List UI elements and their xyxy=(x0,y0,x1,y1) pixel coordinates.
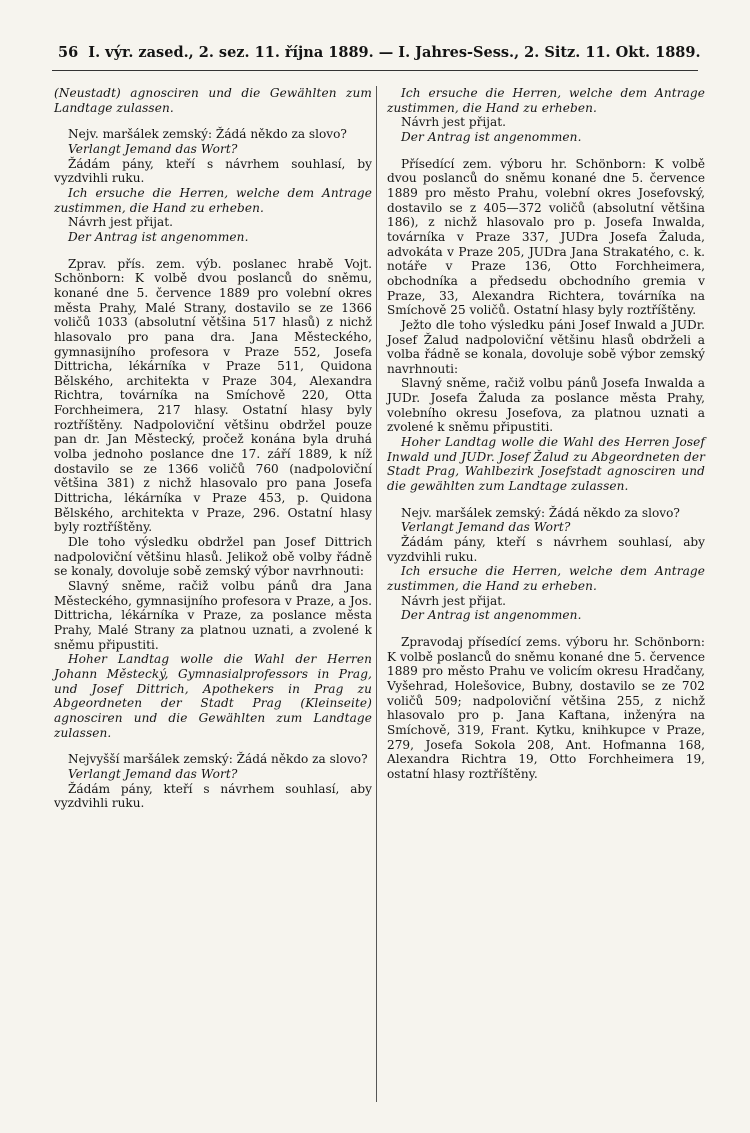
paragraph: Slavný sněme, račiž volbu pánů dra Jana Městeckého, gymnasijního profesora v Praze, a Jos. Dittricha, lékárníka v Praze, za poslance města Prahy, Malé Strany za platnou uznati, a zvolené k sněmu připustiti. xyxy=(54,579,372,652)
paragraph-spacer xyxy=(387,623,705,635)
paragraph-spacer xyxy=(387,145,705,157)
paragraph: Zprav. přís. zem. výb. poslanec hrabě Vojt. Schönborn: K volbě dvou poslanců do sněmu, konané dne 5. července 1889 pro volební okres města Prahy, Malé Strany, dostavilo se ze 1366 voličů 1033 (absolutní většina 517 hlasů) z nichž hlasovalo pro pana dra. Jana Městeckého, gymnasijního profesora v Praze 552, Josefa Dittricha, lékárníka v Praze 511, Quidona Bělského, architekta v Praze 304, Alexandra Richtra, továrníka na Smíchově 220, Otta Forchheimera, 217 hlasy. Ostatní hlasy byly roztříštěny. Nadpoloviční většinu obdržel pouze pan dr. Jan Městecký, pročež konána byla druhá volba jednoho poslance dne 17. září 1889, k níž dostavilo se ze 1366 voličů 760 (nadpoloviční většina 381) z nichž hlasovalo pro pana Josefa Dittricha, lékárníka v Praze 453, p. Quidona Bělského, architekta v Praze, 296. Ostatní hlasy byly roztříštěny. xyxy=(54,256,372,535)
paragraph: Ich ersuche die Herren, welche dem Antrage zustimmen, die Hand zu erheben. xyxy=(54,185,372,215)
paragraph: Slavný sněme, račiž volbu pánů Josefa Inwalda a JUDr. Josefa Žaluda za poslance města Prahy, volebního okresu Josefova, za platnou uznati a zvolené k sněmu připustiti. xyxy=(387,376,705,435)
paragraph: Verlangt Jemand das Wort? xyxy=(68,766,238,781)
paragraph: Žádám pány, kteří s návrhem souhlasí, aby vyzdvihli ruku. xyxy=(387,535,705,564)
paragraph: Zpravodaj přísedící zems. výboru hr. Schönborn: K volbě poslanců do sněmu konané dne 5. července 1889 pro město Prahu ve volicím okresu Hradčany, Vyšehrad, Holešovice, Bubny, dostavilo se ze 702 voličů 509; nadpoloviční většina 255, z nichž hlasovalo pro p. Jana Kaftana, inženýra na Smíchově, 319, Frant. Kytku, knihkupce v Praze, 279, Josefa Sokola 208, Ant. Hofmanna 168, Alexandra Richtra 19, Otto Forchheimera 19, ostatní hlasy roztříštěny. xyxy=(387,634,705,781)
paragraph: Přísedící zem. výboru hr. Schönborn: K volbě dvou poslanců do sněmu konané dne 5. července 1889 pro město Prahu, volební okres Josefovský, dostavilo se z 405—372 voličů (absolutní většina 186), z nichž hlasovalo pro p. Josefa Inwalda, továrníka v Praze 337, JUDra Josefa Žaluda, advokáta v Praze 205, JUDra Jana Strakatého, c. k. notáře v Praze 136, Otto Forchheimera, obchodníka a předsedu obchodního gremia v Praze, 33, Alexandra Richtera, továrníka na Smíchově 25 voličů. Ostatní hlasy byly roztříštěny. xyxy=(387,156,705,318)
column-divider xyxy=(376,86,377,1102)
paragraph: Návrh jest přijat. xyxy=(401,593,506,608)
paragraph: Ježto dle toho výsledku páni Josef Inwald a JUDr. Josef Žalud nadpoloviční většinu hlasů obdrželi a volba řádně se konala, dovoluje sobě výbor zemský navrhnouti: xyxy=(387,317,705,376)
page-header xyxy=(58,44,701,61)
paragraph: Der Antrag ist angenommen. xyxy=(401,129,582,144)
running-title: I. výr. zased., 2. sez. 11. října 1889. — I. Jahres-Sess., 2. Sitz. 11. Okt. 1889. xyxy=(88,44,701,61)
paragraph: Nejv. maršálek zemský: Žádá někdo za slovo? xyxy=(401,505,680,520)
paragraph: Nejvyšší maršálek zemský: Žádá někdo za slovo? xyxy=(68,752,368,767)
paragraph: Verlangt Jemand das Wort? xyxy=(68,141,238,156)
paragraph: Žádám pány, kteří s návrhem souhlasí, by vyzdvihli ruku. xyxy=(54,156,372,186)
right-column xyxy=(387,86,705,782)
paragraph: Ich ersuche die Herren, welche dem Antrage zustimmen, die Hand zu erheben. xyxy=(387,564,705,593)
paragraph: Návrh jest přijat. xyxy=(68,215,173,230)
paragraph-spacer xyxy=(54,740,372,752)
paragraph: Verlangt Jemand das Wort? xyxy=(401,520,571,535)
paragraph: Hoher Landtag wolle die Wahl der Herren Johann Městecký, Gymnasialprofessors in Prag, und Josef Dittrich, Apothekers in Prag zu Abgeordneten der Stadt Prag (Kleinseite) agnosciren und die Gewählten zum Landtage zulassen. xyxy=(54,652,372,740)
paragraph-spacer xyxy=(387,494,705,506)
paragraph: Nejv. maršálek zemský: Žádá někdo za slovo? xyxy=(68,127,347,142)
paragraph-spacer xyxy=(54,245,372,257)
page-number: 56 xyxy=(58,44,79,61)
paragraph: Dle toho výsledku obdržel pan Josef Dittrich nadpoloviční většinu hlasů. Jelikož obě volby řádně se konaly, dovoluje sobě zemský výbor navrhnouti: xyxy=(54,535,372,579)
left-column xyxy=(54,86,372,811)
paragraph-spacer xyxy=(54,115,372,127)
paragraph: (Neustadt) agnosciren und die Gewählten zum Landtage zulassen. xyxy=(54,86,372,115)
paragraph: Ich ersuche die Herren, welche dem Antrage zustimmen, die Hand zu erheben. xyxy=(387,86,705,115)
header-rule xyxy=(52,70,698,71)
paragraph: Žádám pány, kteří s návrhem souhlasí, aby vyzdvihli ruku. xyxy=(54,781,372,811)
paragraph: Der Antrag ist angenommen. xyxy=(68,229,249,244)
paragraph: Hoher Landtag wolle die Wahl des Herren Josef Inwald und JUDr. Josef Žalud zu Abgeordneten der Stadt Prag, Wahlbezirk Josefstadt agnosciren und die gewählten zum Landtage zulassen. xyxy=(387,435,705,494)
paragraph: Návrh jest přijat. xyxy=(401,115,506,130)
paragraph: Der Antrag ist angenommen. xyxy=(401,608,582,623)
